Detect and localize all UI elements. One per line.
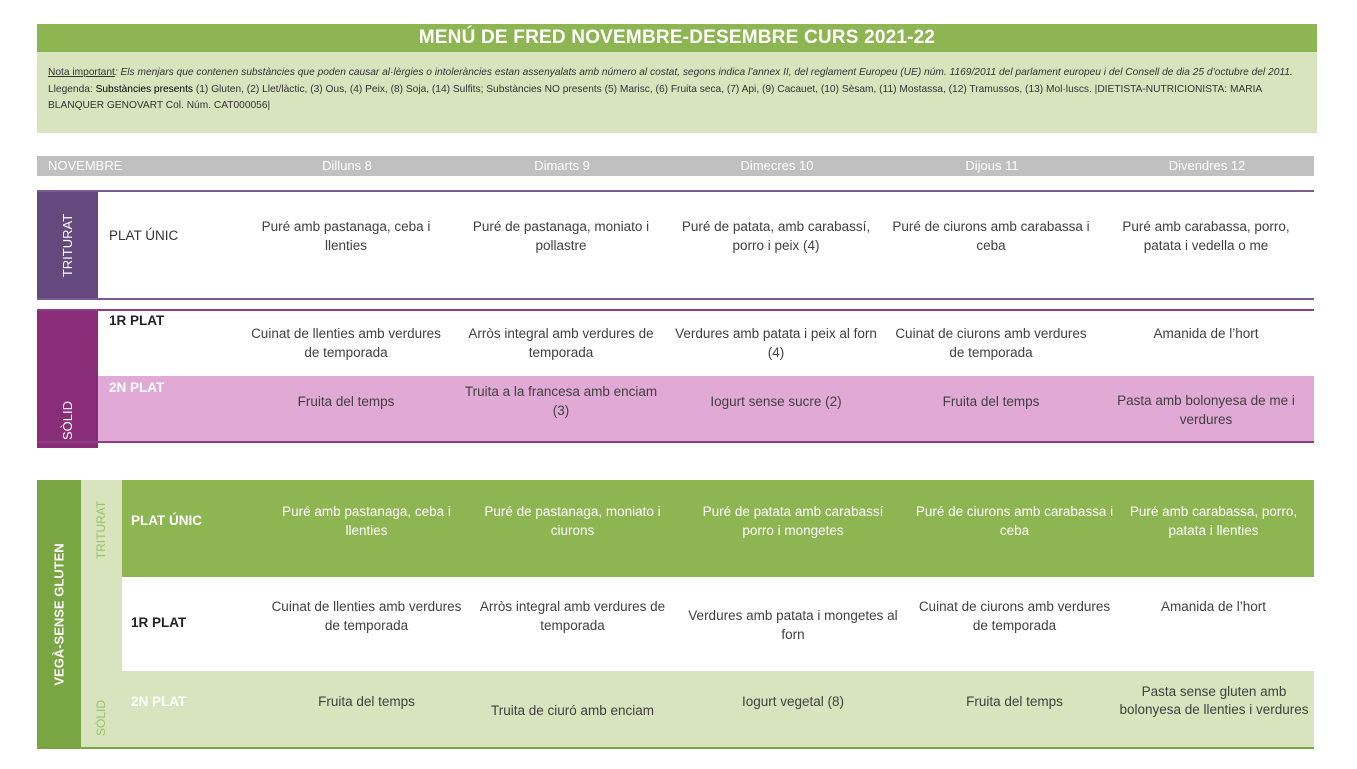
dish-cell: Puré de patata amb carabassí porro i mongetes [702, 504, 884, 538]
day-header-row [37, 156, 1314, 176]
note-present-label: Substàncies presents [95, 83, 193, 95]
divider [37, 309, 1314, 311]
note-legend-text: (1) Gluten, (2) Llet/làctic, (3) Ous, (4) Peix, (8) Soja, (14) Sulfits; Substàncies NO presents (5) Marisc, (6) Fruita seca, (7) Api, (9) Cacauet, (10) Sèsam, (11) Mostassa, (12) Tramussos, (13) Mol·luscs. |DIETISTA-NUTRICIONISTA: MARIA BLANQUER GENOVART Col. Núm. CAT000056| [48, 83, 1262, 111]
dish-cell: Truita de ciuró amb enciam [490, 702, 655, 718]
solid-side-label: SÒLID [37, 311, 98, 448]
dish-cell: Cuinat de ciurons amb verdures de temporada [918, 599, 1111, 633]
dish-cell: Fruita del temps [966, 693, 1063, 709]
dish-cell: Arròs integral amb verdures de temporada [468, 326, 654, 360]
divider [37, 747, 1314, 749]
first-plate-label: 1R PLAT [109, 313, 165, 328]
note-legend-label: Llegenda: [48, 83, 96, 95]
dish-cell: Puré de pastanaga, moniato i pollastre [472, 219, 650, 253]
month-header: NOVEMBRE [48, 158, 123, 173]
dish-cell: Cuinat de llenties amb verdures de temporada [251, 326, 441, 360]
note-italic-text: : Els menjars que contenen substàncies que poden causar al·lèrgies o intoleràncies estan assenyalats amb número al costat, segons indica l’annex II, del reglament Europeu (UE) núm. 1169/2011 del parlament europeu i del Consell de dia 25 d’octubre del 2011. [114, 67, 1293, 78]
triturat-side-label: TRITURAT [37, 192, 98, 298]
dish-cell: Cuinat de ciurons amb verdures de temporada [895, 326, 1087, 360]
vegan-triturat-label: TRITURAT [94, 500, 109, 559]
dish-cell: Amanida de l’hort [1153, 326, 1259, 341]
dish-cell: Verdures amb patata i peix al forn (4) [675, 326, 877, 360]
day-header: Dimecres 10 [740, 158, 814, 173]
vegan-solid-label: SÒLID [94, 699, 109, 737]
vegan-second-label: 2N PLAT [131, 694, 187, 709]
dish-cell: Puré amb carabassa, porro, patata i llenties [1129, 504, 1298, 538]
divider [37, 441, 1314, 443]
dish-cell: Arròs integral amb verdures de temporada [479, 599, 666, 633]
divider [37, 190, 1314, 192]
vegan-side-label: VEGÀ-SENSE GLUTEN [37, 480, 81, 748]
dish-cell: Fruita del temps [318, 693, 415, 709]
dish-cell: Truita a la francesa amb enciam (3) [464, 384, 658, 418]
vegan-first-label: 1R PLAT [131, 615, 187, 630]
dish-cell: Puré amb pastanaga, ceba i llenties [282, 504, 451, 538]
divider [37, 298, 1314, 300]
dish-cell: Verdures amb patata i mongetes al forn [688, 608, 898, 642]
dish-cell: Puré amb carabassa, porro, patata i vedella o me [1122, 219, 1290, 253]
dish-cell: Amanida de l’hort [1160, 599, 1267, 614]
day-header: Dijous 11 [965, 158, 1019, 173]
dish-cell: Iogurt sense sucre (2) [710, 393, 842, 409]
day-header: Divendres 12 [1168, 158, 1246, 173]
dish-cell: Pasta amb bolonyesa de me i verdures [1117, 393, 1295, 427]
dish-cell: Puré de pastanaga, moniato i ciurons [484, 504, 661, 538]
dish-cell: Iogurt vegetal (8) [741, 693, 845, 709]
dish-cell: Puré de ciurons amb carabassa i ceba [915, 504, 1114, 538]
dish-cell: Fruita del temps [942, 393, 1040, 409]
note-label: Nota important [48, 67, 115, 78]
allergen-note [37, 52, 1317, 133]
vegan-unic-label: PLAT ÚNIC [131, 513, 202, 528]
dish-cell: Pasta sense gluten amb bolonyesa de llenties i verdures [1119, 683, 1309, 717]
dish-cell: Cuinat de llenties amb verdures de temporada [271, 599, 462, 633]
day-header: Dimarts 9 [534, 158, 590, 173]
day-header: Dilluns 8 [322, 158, 372, 173]
page-title: MENÚ DE FRED NOVEMBRE-DESEMBRE CURS 2021-22 [37, 24, 1317, 52]
dish-cell: Puré amb pastanaga, ceba i llenties [261, 219, 431, 253]
dish-cell: Fruita del temps [297, 393, 395, 409]
second-plate-label: 2N PLAT [109, 380, 165, 395]
dish-cell: Puré de ciurons amb carabassa i ceba [892, 219, 1090, 253]
dish-cell: Puré de patata, amb carabassí, porro i peix (4) [681, 219, 871, 253]
plat-unic-label: PLAT ÚNIC [109, 228, 179, 243]
